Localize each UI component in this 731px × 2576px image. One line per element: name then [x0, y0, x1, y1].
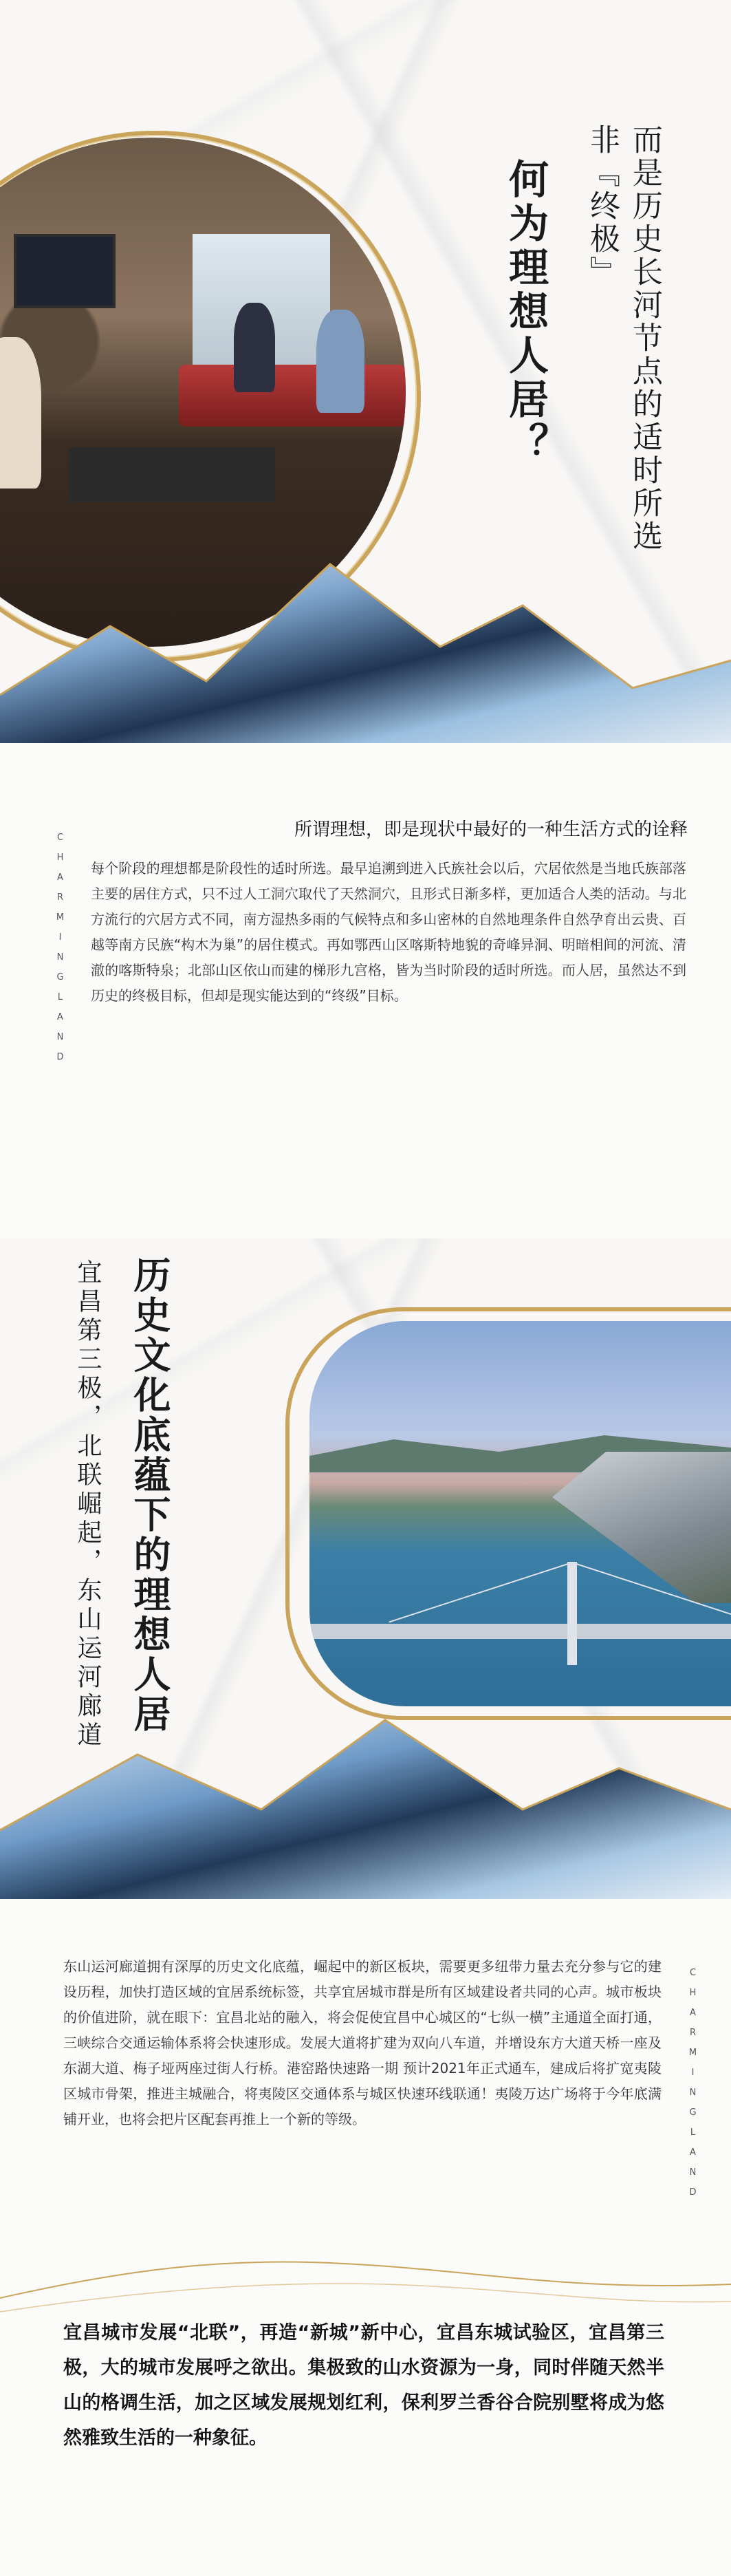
gold-wave-divider	[0, 2243, 731, 2326]
sofa-image	[179, 365, 406, 427]
person-image	[316, 310, 364, 413]
hero-title-line-right: 而是历史长河节点的适时所选	[627, 124, 662, 553]
closing-body: 宜昌城市发展“北联”，再造“新城”新中心，宜昌东城试验区，宜昌第三极，大的城市发展呼之欲出。集极致的山水资源为一身，同时伴随天然半山的格调生活，加之区域发展规划红利，保利罗兰香谷合院别墅将成为悠然雅致生活的一种象征。	[63, 2322, 664, 2449]
intro-heading: 所谓理想，即是现状中最好的一种生活方式的诠释	[294, 819, 688, 840]
bridge-deck-image	[309, 1624, 731, 1639]
history-marble-mountain	[0, 1693, 731, 1899]
hero-title-line-mid: 非『终极』	[585, 124, 620, 289]
brand-vertical: CHARMINGLAND	[688, 1968, 698, 2207]
tv-image	[14, 234, 116, 308]
person-image	[234, 303, 275, 392]
bridge-cable-image	[389, 1562, 572, 1622]
intro-body: 每个阶段的理想都是阶段性的适时所选。最早追溯到进入氏族社会以后，穴居依然是当地氏族部落主要的居住方式，只不过人工洞穴取代了天然洞穴，且形式日渐多样，更加适合人类的活动。与北方流行的穴居方式不同，南方湿热多雨的气候特点和多山密林的自然地理条件自然孕育出云贵、百越等南方民族“构木为巢”的居住模式。再如鄂西山区喀斯特地貌的奇峰异洞、明暗相间的河流、清澈的喀斯特泉；北部山区依山而建的梯形九宫格，皆为当时阶段的适时所选。而人居，虽然达不到历史的终极目标，但却是现实能达到的“终级”目标。	[91, 860, 686, 1004]
bridge-tower-image	[567, 1562, 577, 1665]
history-title: 历史文化底蕴下的理想人居	[128, 1256, 172, 1735]
hero-marble-mountain	[0, 523, 731, 743]
riverbank-city-image	[552, 1452, 731, 1603]
city-river-photo	[309, 1321, 731, 1706]
hero-title-line-left: 何为理想人居？	[502, 158, 549, 466]
person-image	[0, 337, 41, 489]
table-image	[69, 447, 275, 502]
brand-vertical: CHARMINGLAND	[55, 833, 65, 1072]
history-subtitle: 宜昌第三极，北联崛起，东山运河廊道	[74, 1259, 102, 1750]
development-body: 东山运河廊道拥有深厚的历史文化底蕴，崛起中的新区板块，需要更多纽带力量去充分参与它的建设历程，加快打造区域的宜居系统标签，共享宜居城市群是所有区域建设者共同的心声。城市板块的价值进阶，就在眼下：宜昌北站的融入，将会促使宜昌中心城区的“七纵一横”主通道全面打通，三峡综合交通运输体系将会快速形成。发展大道将扩建为双向八车道，并增设东方大道天桥一座及东湖大道、梅子垭两座过街人行桥。港窑路快速路一期 预计2021年正式通车，建成后将扩宽夷陵区城市骨架，推进主城融合，将夷陵区交通体系与城区快速环线联通！夷陵万达广场将于今年底满铺开业，也将会把片区配套再推上一个新的等级。	[63, 1958, 662, 2127]
